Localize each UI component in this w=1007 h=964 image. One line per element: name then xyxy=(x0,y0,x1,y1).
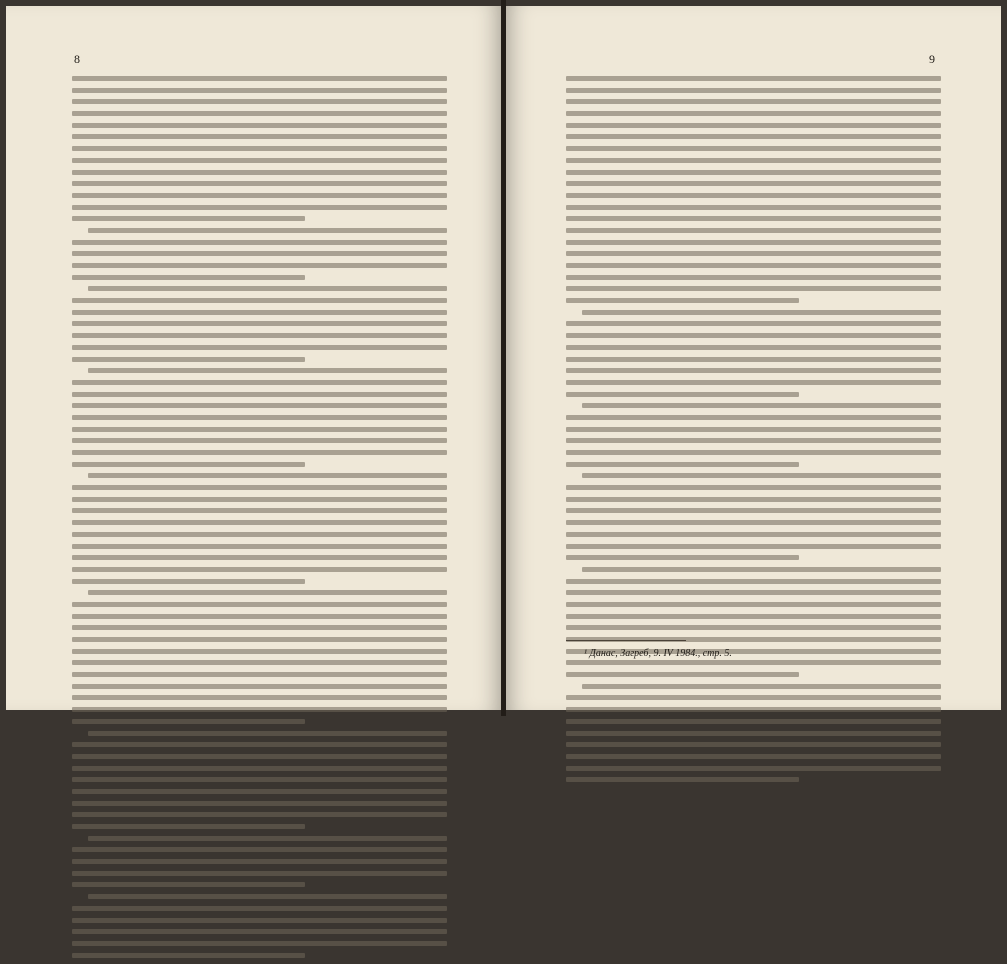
text-line xyxy=(566,707,941,712)
text-line xyxy=(72,824,305,829)
text-line xyxy=(72,766,447,771)
text-line xyxy=(566,170,941,175)
paragraph xyxy=(72,894,447,957)
text-line xyxy=(566,111,941,116)
text-line xyxy=(88,894,447,899)
text-line xyxy=(566,590,941,595)
text-line xyxy=(566,555,799,560)
text-line xyxy=(72,719,305,724)
text-line xyxy=(566,240,941,245)
text-line xyxy=(72,275,305,280)
text-line xyxy=(88,368,447,373)
text-line xyxy=(566,427,941,432)
text-line xyxy=(72,193,447,198)
text-line xyxy=(72,170,447,175)
paragraph xyxy=(72,286,447,361)
text-line xyxy=(566,695,941,700)
text-line xyxy=(566,181,941,186)
text-line xyxy=(72,485,447,490)
text-line xyxy=(72,567,447,572)
text-line xyxy=(72,380,447,385)
text-line xyxy=(72,462,305,467)
text-line xyxy=(566,368,941,373)
text-line xyxy=(566,357,941,362)
text-line xyxy=(72,941,447,946)
text-line xyxy=(72,707,447,712)
paragraph xyxy=(566,76,941,303)
text-line xyxy=(566,485,941,490)
text-line xyxy=(72,298,447,303)
text-line xyxy=(566,333,941,338)
paragraph xyxy=(566,567,941,677)
text-line xyxy=(582,403,941,408)
text-line xyxy=(566,742,941,747)
text-line xyxy=(72,99,447,104)
text-line xyxy=(566,497,941,502)
paragraph xyxy=(72,473,447,583)
text-line xyxy=(72,602,447,607)
text-line xyxy=(72,415,447,420)
text-line xyxy=(582,567,941,572)
text-line xyxy=(72,333,447,338)
text-line xyxy=(72,929,447,934)
text-line xyxy=(72,450,447,455)
text-line xyxy=(566,263,941,268)
text-line xyxy=(72,438,447,443)
text-line xyxy=(566,625,941,630)
text-line xyxy=(72,357,305,362)
text-line xyxy=(72,871,447,876)
text-line xyxy=(566,123,941,128)
left-page xyxy=(6,6,501,710)
text-line xyxy=(566,321,941,326)
text-line xyxy=(72,240,447,245)
text-line xyxy=(72,882,305,887)
text-line xyxy=(72,158,447,163)
text-line xyxy=(88,731,447,736)
text-line xyxy=(88,228,447,233)
right-body-text xyxy=(566,76,941,789)
paragraph xyxy=(566,310,941,397)
text-line xyxy=(566,777,799,782)
paragraph xyxy=(72,368,447,467)
page-number-right: 9 xyxy=(929,52,935,66)
text-line xyxy=(72,777,447,782)
text-line xyxy=(566,298,799,303)
text-line xyxy=(72,123,447,128)
text-line xyxy=(72,953,305,958)
text-line xyxy=(72,111,447,116)
text-line xyxy=(566,286,941,291)
text-line xyxy=(72,579,305,584)
text-line xyxy=(72,847,447,852)
paragraph xyxy=(72,76,447,221)
text-line xyxy=(566,672,799,677)
text-line xyxy=(88,836,447,841)
text-line xyxy=(72,672,447,677)
left-body-text xyxy=(72,76,447,964)
text-line xyxy=(566,766,941,771)
text-line xyxy=(566,579,941,584)
text-line xyxy=(72,812,447,817)
paragraph xyxy=(72,228,447,280)
text-line xyxy=(566,99,941,104)
text-line xyxy=(88,286,447,291)
text-line xyxy=(72,625,447,630)
text-line xyxy=(72,392,447,397)
text-line xyxy=(566,731,941,736)
text-line xyxy=(72,532,447,537)
text-line xyxy=(566,614,941,619)
text-line xyxy=(566,602,941,607)
text-line xyxy=(72,427,447,432)
text-line xyxy=(566,719,941,724)
text-line xyxy=(566,754,941,759)
text-line xyxy=(72,403,447,408)
text-line xyxy=(72,497,447,502)
paragraph xyxy=(72,836,447,888)
text-line xyxy=(72,684,447,689)
text-line xyxy=(72,754,447,759)
right-page xyxy=(506,6,1001,710)
text-line xyxy=(566,205,941,210)
text-line xyxy=(566,380,941,385)
text-line xyxy=(72,918,447,923)
text-line xyxy=(566,228,941,233)
text-line xyxy=(72,181,447,186)
footnote-rule xyxy=(566,640,686,641)
text-line xyxy=(566,193,941,198)
text-line xyxy=(566,660,941,665)
text-line xyxy=(566,158,941,163)
text-line xyxy=(72,695,447,700)
text-line xyxy=(72,906,447,911)
text-line xyxy=(72,205,447,210)
text-line xyxy=(566,415,941,420)
text-line xyxy=(566,438,941,443)
text-line xyxy=(72,310,447,315)
paragraph xyxy=(72,731,447,830)
text-line xyxy=(582,310,941,315)
paragraph xyxy=(566,473,941,560)
text-line xyxy=(566,532,941,537)
paragraph xyxy=(566,684,941,783)
text-line xyxy=(72,614,447,619)
text-line xyxy=(72,321,447,326)
text-line xyxy=(566,76,941,81)
text-line xyxy=(72,88,447,93)
text-line xyxy=(72,134,447,139)
text-line xyxy=(566,146,941,151)
text-line xyxy=(566,392,799,397)
text-line xyxy=(566,544,941,549)
text-line xyxy=(566,216,941,221)
text-line xyxy=(72,555,447,560)
text-line xyxy=(566,88,941,93)
footnote: ¹ Данас, Загреб, 9. IV 1984., стр. 5. xyxy=(584,648,732,659)
text-line xyxy=(72,251,447,256)
text-line xyxy=(72,146,447,151)
text-line xyxy=(566,134,941,139)
text-line xyxy=(72,660,447,665)
text-line xyxy=(72,637,447,642)
text-line xyxy=(72,216,305,221)
text-line xyxy=(72,789,447,794)
text-line xyxy=(566,450,941,455)
text-line xyxy=(566,462,799,467)
page-number-left: 8 xyxy=(74,52,80,66)
text-line xyxy=(72,742,447,747)
text-line xyxy=(88,473,447,478)
paragraph xyxy=(566,403,941,466)
text-line xyxy=(566,275,941,280)
text-line xyxy=(566,345,941,350)
text-line xyxy=(566,251,941,256)
text-line xyxy=(72,508,447,513)
text-line xyxy=(72,649,447,654)
text-line xyxy=(72,263,447,268)
text-line xyxy=(72,801,447,806)
text-line xyxy=(72,544,447,549)
text-line xyxy=(582,473,941,478)
text-line xyxy=(88,590,447,595)
text-line xyxy=(566,520,941,525)
text-line xyxy=(566,508,941,513)
text-line xyxy=(72,345,447,350)
text-line xyxy=(72,76,447,81)
text-line xyxy=(72,859,447,864)
paragraph xyxy=(72,590,447,724)
text-line xyxy=(582,684,941,689)
text-line xyxy=(72,520,447,525)
